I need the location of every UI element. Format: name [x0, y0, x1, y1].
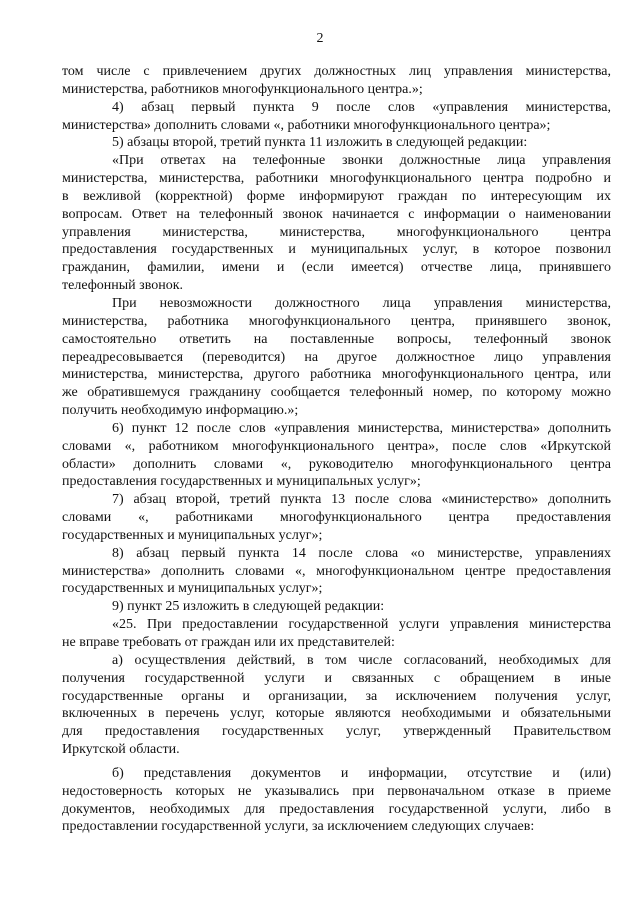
text-line: не вправе требовать от граждан или их представителей:	[62, 635, 395, 650]
text-line: б) представления документов и информации, отсутствие и (или)	[112, 765, 611, 781]
text-line: в вежливой (корректной) форме информируют граждан по интересующим их	[62, 188, 611, 204]
body-text	[62, 63, 611, 836]
text-line: словами «, работником многофункционального центра», после слов «Иркутской	[62, 438, 611, 454]
text-line: предоставлении государственной услуги, за исключением следующих случаев:	[62, 819, 535, 835]
text-line: самостоятельно ответить на поставленные вопросы, телефонный звонок	[62, 331, 611, 347]
text-line: 8) абзац первый пункта 14 после слова «о министерстве, управлениях	[112, 545, 611, 561]
text-line: 7) абзац второй, третий пункта 13 после слова «министерство» дополнить	[112, 492, 611, 508]
text-line: управления министерства, министерства, многофункционального центра	[62, 224, 611, 240]
text-line: Иркутской области.	[62, 742, 180, 758]
text-line: получения государственной услуги и связанных с обращением в иные	[62, 670, 611, 686]
text-line: же обратившемуся гражданину сообщается телефонный номер, по которому можно	[62, 385, 611, 401]
page-number: 2	[316, 31, 324, 46]
text-line: министерства» дополнить словами «, многофункциональном центре предоставления	[62, 563, 611, 579]
text-line: 4) абзац первый пункта 9 после слов «управления министерства,	[112, 99, 611, 115]
text-line: министерства» дополнить словами «, работники многофункционального центра»;	[62, 117, 551, 133]
text-line: 5) абзацы второй, третий пункта 11 изложить в следующей редакции:	[112, 135, 528, 151]
text-line: министерства, работников многофункционального центра.»;	[62, 81, 423, 97]
text-line: включенных в перечень услуг, которые являются необходимыми и обязательными	[62, 706, 611, 722]
text-line: государственные органы и организации, за исключением получения услуг,	[62, 688, 611, 704]
text-line: гражданин, фамилии, имени и (если имеется) отчестве лица, принявшего	[62, 260, 611, 276]
text-line: министерства, министерства, другого работника многофункционального центра, или	[62, 367, 611, 383]
text-line: получить необходимую информацию.»;	[62, 403, 299, 419]
text-line: словами «, работниками многофункционального центра предоставления	[62, 510, 611, 526]
text-line: «При ответах на телефонные звонки должностные лица управления	[112, 153, 611, 169]
text-line: телефонный звонок.	[62, 278, 183, 294]
text-line: государственных и муниципальных услуг»;	[62, 581, 323, 597]
text-line: министерства, министерства, работники многофункционального центра подробно и	[62, 171, 611, 187]
text-line: для предоставления государственных услуг, утвержденный Правительством	[62, 724, 611, 740]
text-line: переадресовывается (переводится) на другое должностное лицо управления	[62, 349, 611, 365]
text-line: а) осуществления действий, в том числе согласований, необходимых для	[112, 652, 611, 668]
text-line: государственных и муниципальных услуг»;	[62, 527, 323, 543]
text-line: вопросам. Ответ на телефонный звонок начинается с информации о наименовании	[62, 206, 611, 222]
text-line: министерства, работника многофункционального центра, принявшего звонок,	[62, 313, 611, 329]
text-line: области» дополнить словами «, руководителю многофункционального центра	[62, 456, 611, 472]
text-line: том числе с привлечением других должностных лиц управления министерства,	[62, 64, 611, 79]
text-line: документов, необходимых для предоставления государственной услуги, либо в	[62, 801, 611, 817]
text-line: 9) пункт 25 изложить в следующей редакции:	[112, 599, 385, 615]
text-line: «25. При предоставлении государственной услуги управления министерства	[112, 617, 611, 633]
text-line: предоставления государственных и муниципальных услуг»;	[62, 474, 421, 490]
text-line: 6) пункт 12 после слов «управления министерства, министерства» дополнить	[112, 420, 611, 436]
text-line: предоставления государственных и муниципальных услуг, в которое позвонил	[62, 242, 611, 258]
text-line: недостоверность которых не указывались при первоначальном отказе в приеме	[62, 783, 611, 799]
text-line: При невозможности должностного лица управления министерства,	[112, 295, 611, 311]
